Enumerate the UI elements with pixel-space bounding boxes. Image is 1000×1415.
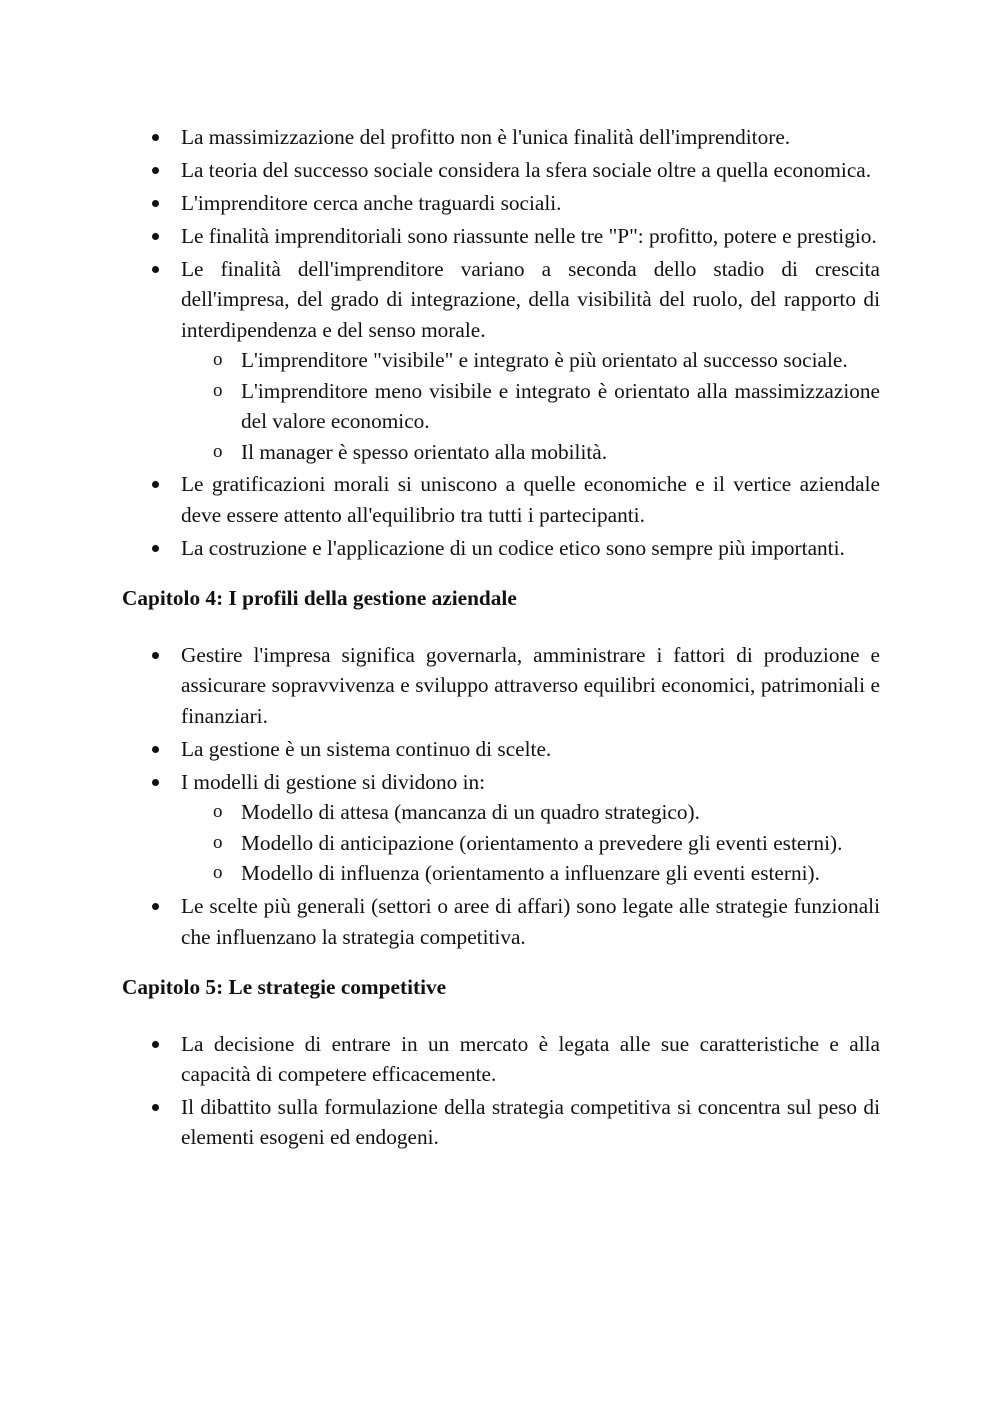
list-item: La costruzione e l'applicazione di un codice etico sono sempre più importanti. [122,533,880,564]
sub-list [181,345,880,467]
bullet-icon [152,233,159,240]
bullet-icon [152,200,159,207]
bullet-icon [152,134,159,141]
circle-bullet-icon: o [213,379,223,401]
sub-list-item: o Modello di anticipazione (orientamento a prevedere gli eventi esterni). [181,828,880,859]
list-item: Le finalità dell'imprenditore variano a seconda dello stadio di crescita dell'impresa, del grado di integrazione, della visibilità del ruolo, del rapporto di interdipendenza e del senso morale. o L'imprenditore "visibile" e integrato è più orientato al successo sociale. o L'imprenditore meno visibile e integrato è orientato alla massimizzazione del valore economico. o Il manager è spesso orientato alla mobilità. [122,254,880,468]
list-item: La teoria del successo sociale considera la sfera sociale oltre a quella economica. [122,155,880,186]
chapter-heading: Capitolo 5: Le strategie competitive [122,975,447,1000]
list-item: Gestire l'impresa significa governarla, amministrare i fattori di produzione e assicurare sopravvivenza e sviluppo attraverso equilibri economici, patrimoniali e finanziari. [122,640,880,732]
bullet-icon [152,779,159,786]
bullet-list [122,1029,880,1153]
chapter-heading: Capitolo 4: I profili della gestione aziendale [122,586,517,611]
bullet-list [122,640,880,952]
sub-list-item: o Modello di attesa (mancanza di un quadro strategico). [181,797,880,828]
list-item: La massimizzazione del profitto non è l'unica finalità dell'imprenditore. [122,122,880,153]
bullet-icon [152,1041,159,1048]
sub-list-item: o Modello di influenza (orientamento a influenzare gli eventi esterni). [181,858,880,889]
list-item: Le scelte più generali (settori o aree di affari) sono legate alle strategie funzionali che influenzano la strategia competitiva. [122,891,880,952]
bullet-icon [152,545,159,552]
list-item: Le finalità imprenditoriali sono riassunte nelle tre "P": profitto, potere e prestigio. [122,221,880,252]
sub-list-item: o L'imprenditore "visibile" e integrato è più orientato al successo sociale. [181,345,880,376]
sub-list [181,797,880,889]
bullet-icon [152,481,159,488]
list-item: Il dibattito sulla formulazione della strategia competitiva si concentra sul peso di elementi esogeni ed endogeni. [122,1092,880,1153]
list-item: La gestione è un sistema continuo di scelte. [122,734,880,765]
bullet-icon [152,746,159,753]
list-item: I modelli di gestione si dividono in: o Modello di attesa (mancanza di un quadro strategico). o Modello di anticipazione (orientamento a prevedere gli eventi esterni). o Modello di influenza (orientamento a influenzare gli eventi esterni). [122,767,880,889]
list-item: La decisione di entrare in un mercato è legata alle sue caratteristiche e alla capacità di competere efficacemente. [122,1029,880,1090]
circle-bullet-icon: o [213,801,223,823]
page-content [122,122,880,1155]
bullet-icon [152,1104,159,1111]
bullet-icon [152,167,159,174]
circle-bullet-icon: o [213,440,223,462]
bullet-list [122,122,880,563]
circle-bullet-icon: o [213,349,223,371]
bullet-icon [152,266,159,273]
circle-bullet-icon: o [213,831,223,853]
bullet-icon [152,903,159,910]
list-item: Le gratificazioni morali si uniscono a quelle economiche e il vertice aziendale deve essere attento all'equilibrio tra tutti i partecipanti. [122,469,880,530]
list-item: L'imprenditore cerca anche traguardi sociali. [122,188,880,219]
sub-list-item: o Il manager è spesso orientato alla mobilità. [181,437,880,468]
bullet-icon [152,652,159,659]
sub-list-item: o L'imprenditore meno visibile e integrato è orientato alla massimizzazione del valore economico. [181,376,880,437]
circle-bullet-icon: o [213,862,223,884]
